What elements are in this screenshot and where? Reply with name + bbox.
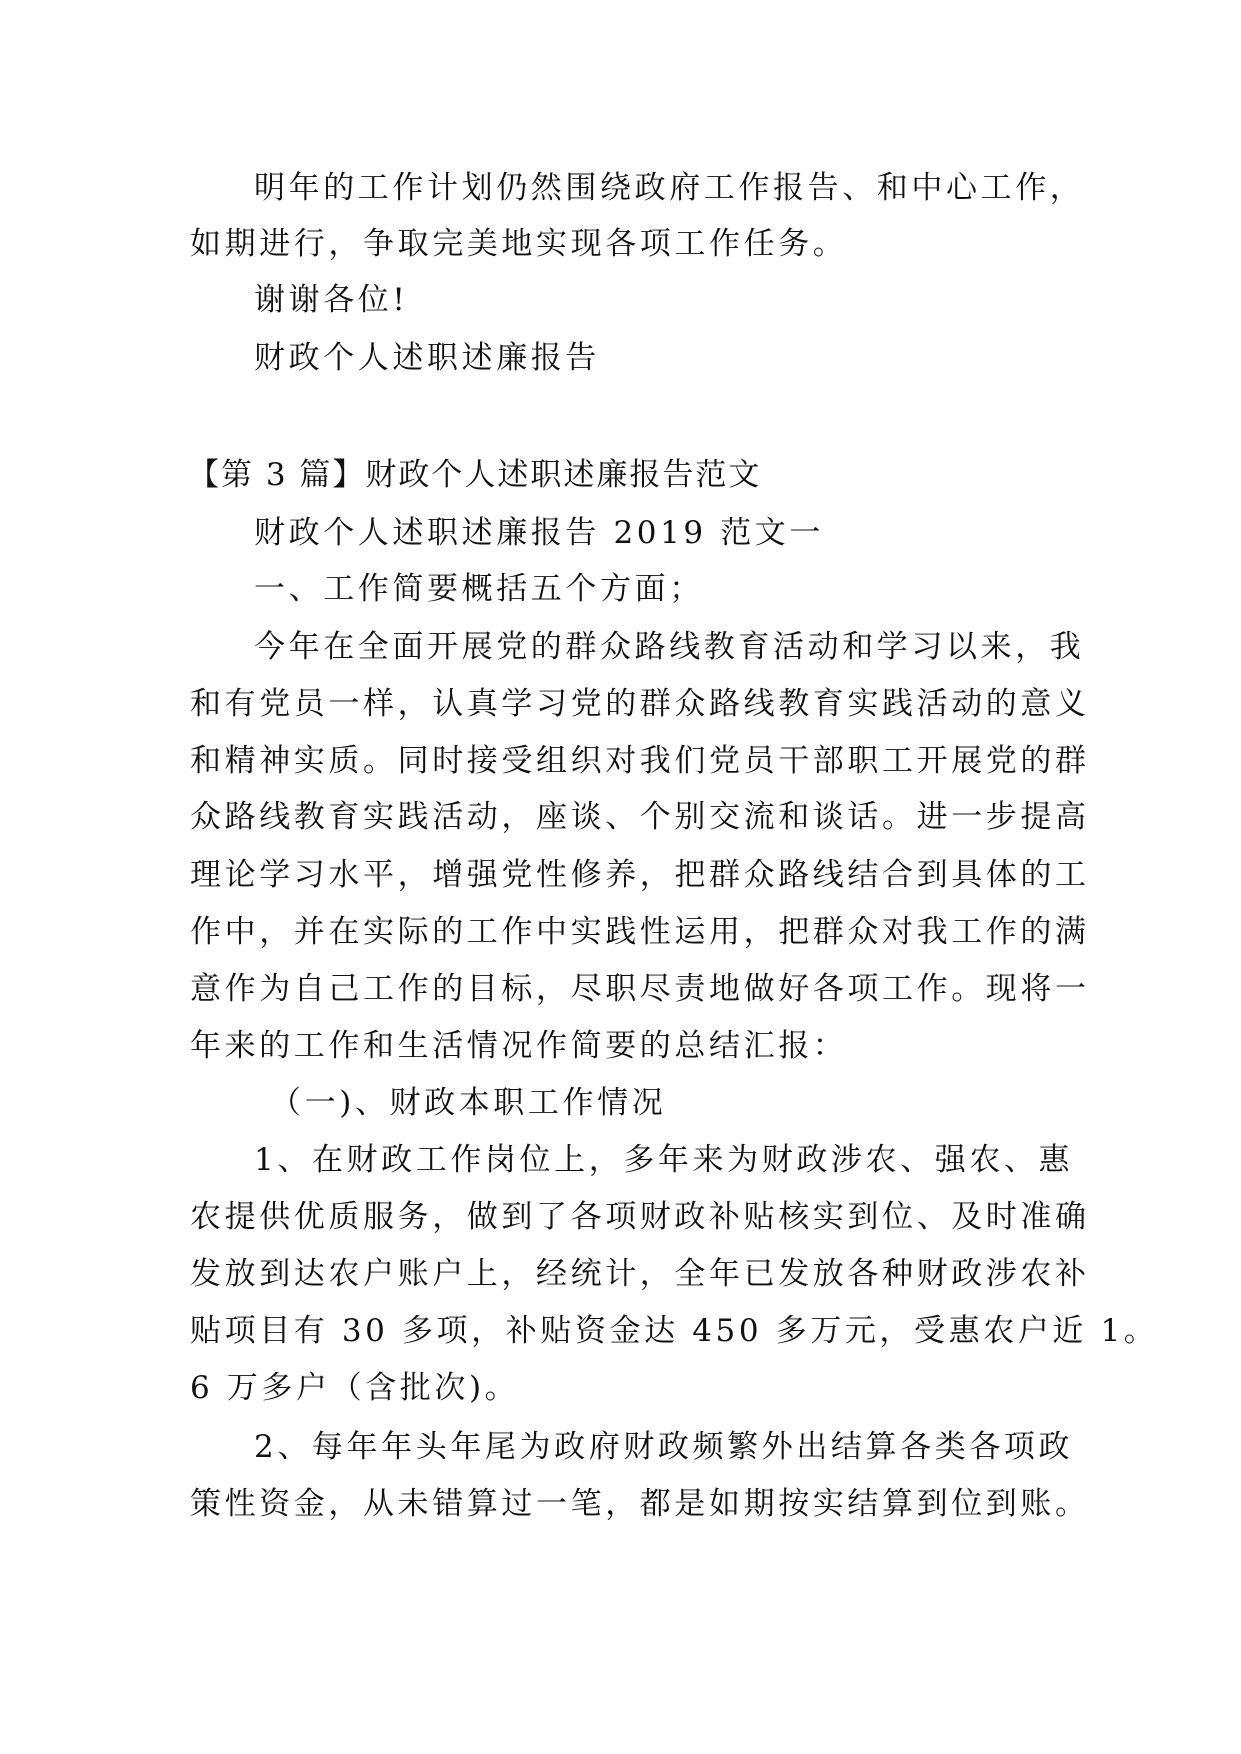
paragraph-line: 年来的工作和生活情况作简要的总结汇报： [190, 1028, 848, 1064]
paragraph-line: 策性资金，从未错算过一笔，都是如期按实结算到位到账。 [190, 1486, 1090, 1522]
paragraph-line: 和精神实质。同时接受组织对我们党员干部职工开展党的群 [190, 743, 1090, 779]
paragraph-line: 1、在财政工作岗位上，多年来为财政涉农、强农、惠 [254, 1142, 1074, 1178]
paragraph-line: 理论学习水平，增强党性修养，把群众路线结合到具体的工 [190, 857, 1090, 893]
paragraph-line: 今年在全面开展党的群众路线教育活动和学习以来，我 [254, 629, 1085, 665]
paragraph-line: 农提供优质服务，做到了各项财政补贴核实到位、及时准确 [190, 1199, 1090, 1235]
subheading-line: （一)、财政本职工作情况 [270, 1085, 667, 1121]
paragraph-line: 明年的工作计划仍然围绕政府工作报告、和中心工作， [254, 170, 1085, 206]
paragraph-line: 2、每年年头年尾为政府财政频繁外出结算各类各项政 [254, 1429, 1074, 1465]
section-heading: 【第 3 篇】财政个人述职述廉报告范文 [188, 457, 762, 493]
paragraph-line: 发放到达农户账户上，经统计，全年已发放各种财政涉农补 [190, 1256, 1090, 1292]
paragraph-line: 众路线教育实践活动，座谈、个别交流和谈话。进一步提高 [190, 799, 1090, 835]
subheading-line: 一、工作简要概括五个方面； [254, 571, 704, 607]
subtitle-line: 财政个人述职述廉报告 2019 范文一 [254, 515, 824, 551]
report-title-line: 财政个人述职述廉报告 [254, 340, 600, 376]
paragraph-line: 如期进行，争取完美地实现各项工作任务。 [190, 226, 848, 262]
paragraph-line: 作中，并在实际的工作中实践性运用，把群众对我工作的满 [190, 914, 1090, 950]
paragraph-line: 贴项目有 30 多项，补贴资金达 450 多万元，受惠农户近 1。 [190, 1313, 1159, 1349]
closing-line: 谢谢各位! [254, 282, 409, 318]
paragraph-line: 意作为自己工作的目标，尽职尽责地做好各项工作。现将一 [190, 971, 1090, 1007]
paragraph-line: 6 万多户（含批次)。 [190, 1370, 520, 1406]
paragraph-line: 和有党员一样，认真学习党的群众路线教育实践活动的意义 [190, 686, 1090, 722]
